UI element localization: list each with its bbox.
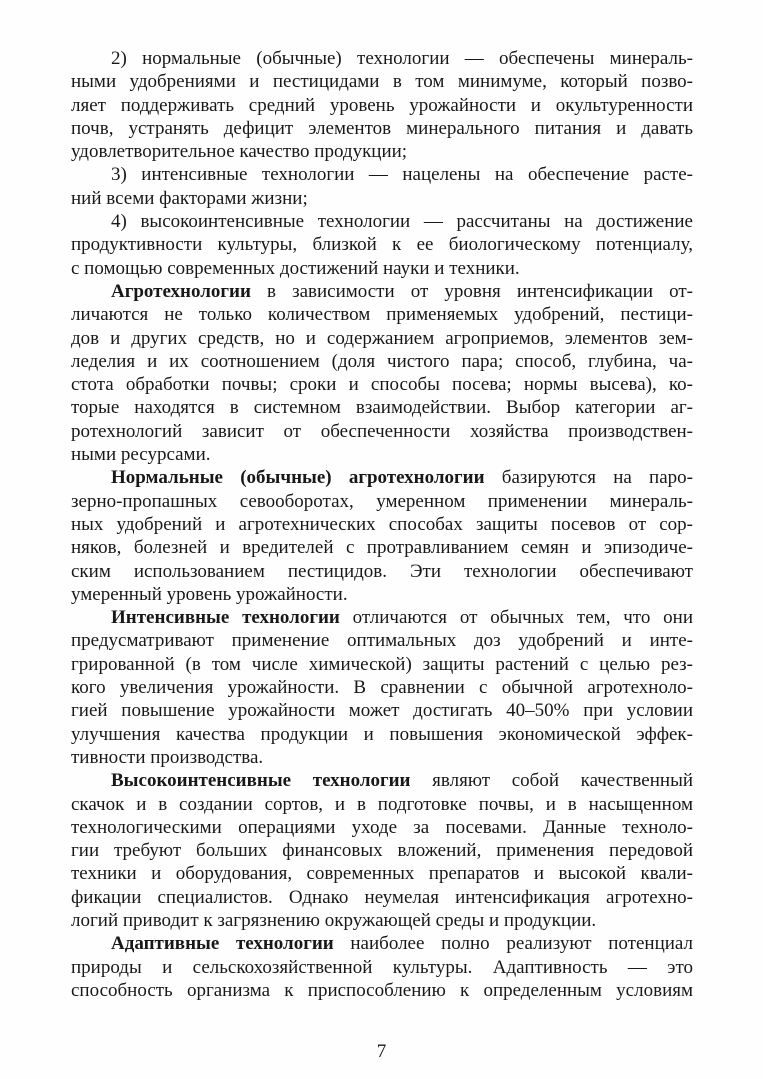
text-line [71, 839, 693, 862]
paragraph [71, 280, 693, 466]
paragraph [71, 932, 693, 1002]
text-segment: фикации специалистов. Однако неумелая интенсификация агротехно- [71, 886, 693, 908]
text-segment: ротехнологий зависит от обеспеченности хозяйства производствен- [71, 420, 693, 442]
text-segment: стота обработки почвы; сроки и способы посева; нормы высева), ко- [71, 374, 693, 396]
text-line [71, 560, 693, 583]
text-segment: торые находятся в системном взаимодействии. Выбор категории аг- [71, 397, 693, 419]
text-segment: наиболее полно реализуют потенциал [333, 933, 693, 955]
text-segment: удовлетворительное качество продукции; [71, 141, 408, 163]
bold-text-segment: Агротехнологии [111, 280, 251, 302]
text-block [71, 47, 693, 1002]
text-line [71, 350, 693, 373]
text-line [71, 862, 693, 885]
text-segment: технологическими операциями уходе за посевами. Данные техноло- [71, 816, 693, 838]
text-line [71, 653, 693, 676]
text-line [71, 257, 693, 280]
text-segment: способность организма к приспособлению к определенным условиям [71, 979, 693, 1001]
text-line [71, 979, 693, 1002]
text-line [71, 956, 693, 979]
paragraph [71, 606, 693, 769]
text-line [71, 699, 693, 722]
text-line [71, 187, 693, 210]
text-line [71, 140, 693, 163]
bold-text-segment: Адаптивные технологии [111, 933, 334, 955]
text-line [71, 606, 693, 629]
text-line [71, 886, 693, 909]
text-segment: являют собой качественный [410, 770, 693, 792]
text-segment: гии требуют больших финансовых вложений, применения передовой [71, 840, 693, 862]
text-segment: 4) высокоинтенсивные технологии — рассчитаны на достижение [111, 211, 693, 233]
text-line [71, 327, 693, 350]
text-segment: техники и оборудования, современных препаратов и высокой квали- [71, 863, 693, 885]
text-segment: 3) интенсивные технологии — нацелены на обеспечение расте- [111, 164, 693, 186]
text-line [71, 443, 693, 466]
text-segment: ных удобрений и агротехнических способах защиты посевов от сор- [71, 513, 693, 535]
text-segment: ными удобрениями и пестицидами в том минимуме, который позво- [71, 71, 693, 93]
text-line [71, 70, 693, 93]
text-segment: скачок и в создании сортов, и в подготовке почвы, и в насыщенном [71, 793, 693, 815]
text-segment: кого увеличения урожайности. В сравнении с обычной агротехноло- [71, 677, 693, 699]
text-line [71, 746, 693, 769]
text-line [71, 909, 693, 932]
text-line [71, 676, 693, 699]
text-segment: почв, устранять дефицит элементов минерального питания и давать [71, 117, 693, 139]
text-segment: ными ресурсами. [71, 444, 211, 466]
text-line [71, 210, 693, 233]
page-number: 7 [376, 1041, 387, 1062]
text-segment: ний всеми факторами жизни; [71, 187, 308, 209]
text-segment: улучшения качества продукции и повышения экономической эффек- [71, 723, 693, 745]
text-segment: природы и сельскохозяйственной культуры. Адаптивность — это [71, 956, 693, 978]
text-line [71, 490, 693, 513]
text-line [71, 373, 693, 396]
bold-text-segment: Высокоинтенсивные технологии [111, 770, 411, 792]
text-line [71, 303, 693, 326]
text-segment: продуктивности культуры, близкой к ее биологическому потенциалу, [71, 234, 693, 256]
text-segment: предусматривают применение оптимальных доз удобрений и инте- [71, 630, 693, 652]
text-segment: личаются не только количеством применяемых удобрений, пестици- [71, 304, 693, 326]
text-segment: отличаются от обычных тем, что они [339, 607, 693, 629]
text-line [71, 536, 693, 559]
paragraph [71, 163, 693, 210]
text-line [71, 629, 693, 652]
bold-text-segment: Интенсивные технологии [111, 607, 340, 629]
paragraph [71, 210, 693, 280]
text-line [71, 816, 693, 839]
text-line [71, 47, 693, 70]
text-segment: тивности производства. [71, 746, 264, 768]
text-segment: базируются на паро- [484, 467, 693, 489]
text-line [71, 932, 693, 955]
text-line [71, 769, 693, 792]
text-segment: ляет поддерживать средний уровень урожайности и окультуренности [71, 94, 693, 116]
text-line [71, 163, 693, 186]
paragraph [71, 769, 693, 932]
text-segment: умеренный уровень урожайности. [71, 583, 348, 605]
text-segment: в зависимости от уровня интенсификации от- [250, 280, 693, 302]
text-segment: грированной (в том числе химической) защиты растений с целью рез- [71, 653, 693, 675]
bold-text-segment: Нормальные (обычные) агротехнологии [111, 467, 485, 489]
text-line [71, 793, 693, 816]
text-line [71, 94, 693, 117]
text-line [71, 513, 693, 536]
text-line [71, 117, 693, 140]
text-segment: дов и других средств, но и содержанием агроприемов, элементов зем- [71, 327, 693, 349]
text-line [71, 466, 693, 489]
paragraph [71, 466, 693, 606]
text-segment: 2) нормальные (обычные) технологии — обеспечены минераль- [111, 48, 693, 69]
text-line [71, 583, 693, 606]
text-segment: леделия и их соотношением (доля чистого пара; способ, глубина, ча- [71, 350, 693, 372]
paragraph [71, 47, 693, 163]
text-line [71, 233, 693, 256]
text-segment: зерно-пропашных севооборотах, умеренном применении минераль- [71, 490, 693, 512]
text-segment: ским использованием пестицидов. Эти технологии обеспечивают [71, 560, 693, 582]
text-segment: няков, болезней и вредителей с протравливанием семян и эпизодиче- [71, 537, 693, 559]
text-line [71, 420, 693, 443]
text-line [71, 723, 693, 746]
text-line [71, 280, 693, 303]
text-segment: логий приводит к загрязнению окружающей среды и продукции. [71, 909, 597, 931]
text-segment: с помощью современных достижений науки и техники. [71, 257, 520, 279]
text-segment: гией повышение урожайности может достигать 40–50% при условии [71, 700, 693, 722]
text-line [71, 396, 693, 419]
